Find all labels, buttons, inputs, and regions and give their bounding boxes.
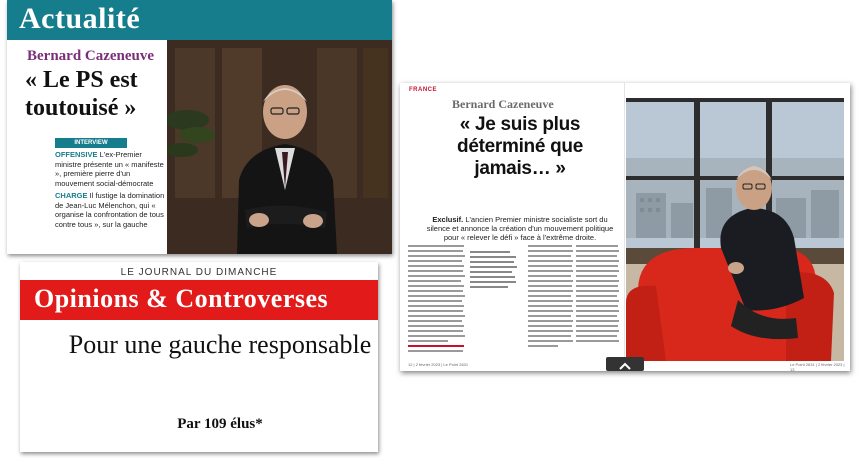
article-title: Pour une gauche responsable bbox=[68, 330, 372, 359]
text-lines bbox=[528, 245, 574, 357]
summary-keyword: CHARGE bbox=[55, 191, 88, 200]
text-lines bbox=[408, 245, 466, 357]
page-footer-right: Le Point 2631 | 2 février 2023 | 13 bbox=[790, 362, 845, 371]
page-footer-left: 12 | 2 février 2023 | Le Point 2631 bbox=[408, 362, 469, 367]
portrait-photo bbox=[167, 40, 392, 254]
clipping-jdd bbox=[20, 262, 378, 452]
summary-text: L'ex-Premier ministre présente un « manifeste », première pierre d'un mouvement social-démocrate bbox=[55, 150, 164, 188]
clipping-actualite bbox=[7, 0, 392, 254]
headline: « Je suis plus déterminé que jamais… » bbox=[457, 114, 583, 179]
text-lines bbox=[470, 251, 520, 311]
article-lede bbox=[422, 215, 618, 242]
section-label: FRANCE bbox=[409, 87, 437, 93]
armchair-illustration bbox=[626, 98, 844, 361]
portrait-illustration bbox=[167, 40, 392, 254]
caption-column bbox=[470, 251, 520, 311]
body-column bbox=[576, 245, 620, 362]
interviewee-name: Bernard Cazeneuve bbox=[27, 48, 155, 64]
body-column bbox=[408, 245, 466, 362]
headline: « Le PS est toutouisé » bbox=[25, 67, 138, 121]
scroll-up-button[interactable] bbox=[606, 357, 644, 371]
summary-keyword: OFFENSIVE bbox=[55, 150, 98, 159]
interview-tag: INTERVIEW bbox=[55, 138, 127, 148]
summary-charge bbox=[55, 191, 167, 229]
body-column bbox=[528, 245, 574, 362]
section-title: Actualité bbox=[19, 2, 141, 35]
rubric-title: Opinions & Controverses bbox=[34, 284, 329, 313]
summary-text: Il fustige la domination de Jean-Luc Mélenchon, qui « organise la confrontation de tous contre tous », sur la gauche bbox=[55, 191, 165, 229]
article-byline: Par 109 élus* bbox=[177, 416, 263, 432]
interviewee-name: Bernard Cazeneuve bbox=[452, 97, 554, 111]
page-gutter bbox=[624, 83, 625, 371]
newspaper-name: LE JOURNAL DU DIMANCHE bbox=[120, 267, 278, 278]
summary-offensive bbox=[55, 150, 167, 188]
lede-kicker: Exclusif. bbox=[432, 215, 464, 224]
chevron-up-icon bbox=[619, 362, 631, 370]
text-lines bbox=[576, 245, 620, 357]
armchair-photo bbox=[626, 98, 844, 361]
clipping-lepoint bbox=[400, 83, 850, 371]
lede-text: L'ancien Premier ministre socialiste sort du silence et annonce la création d'un mouvement politique pour « relever le défi » face à l'extrême droite. bbox=[426, 215, 614, 242]
